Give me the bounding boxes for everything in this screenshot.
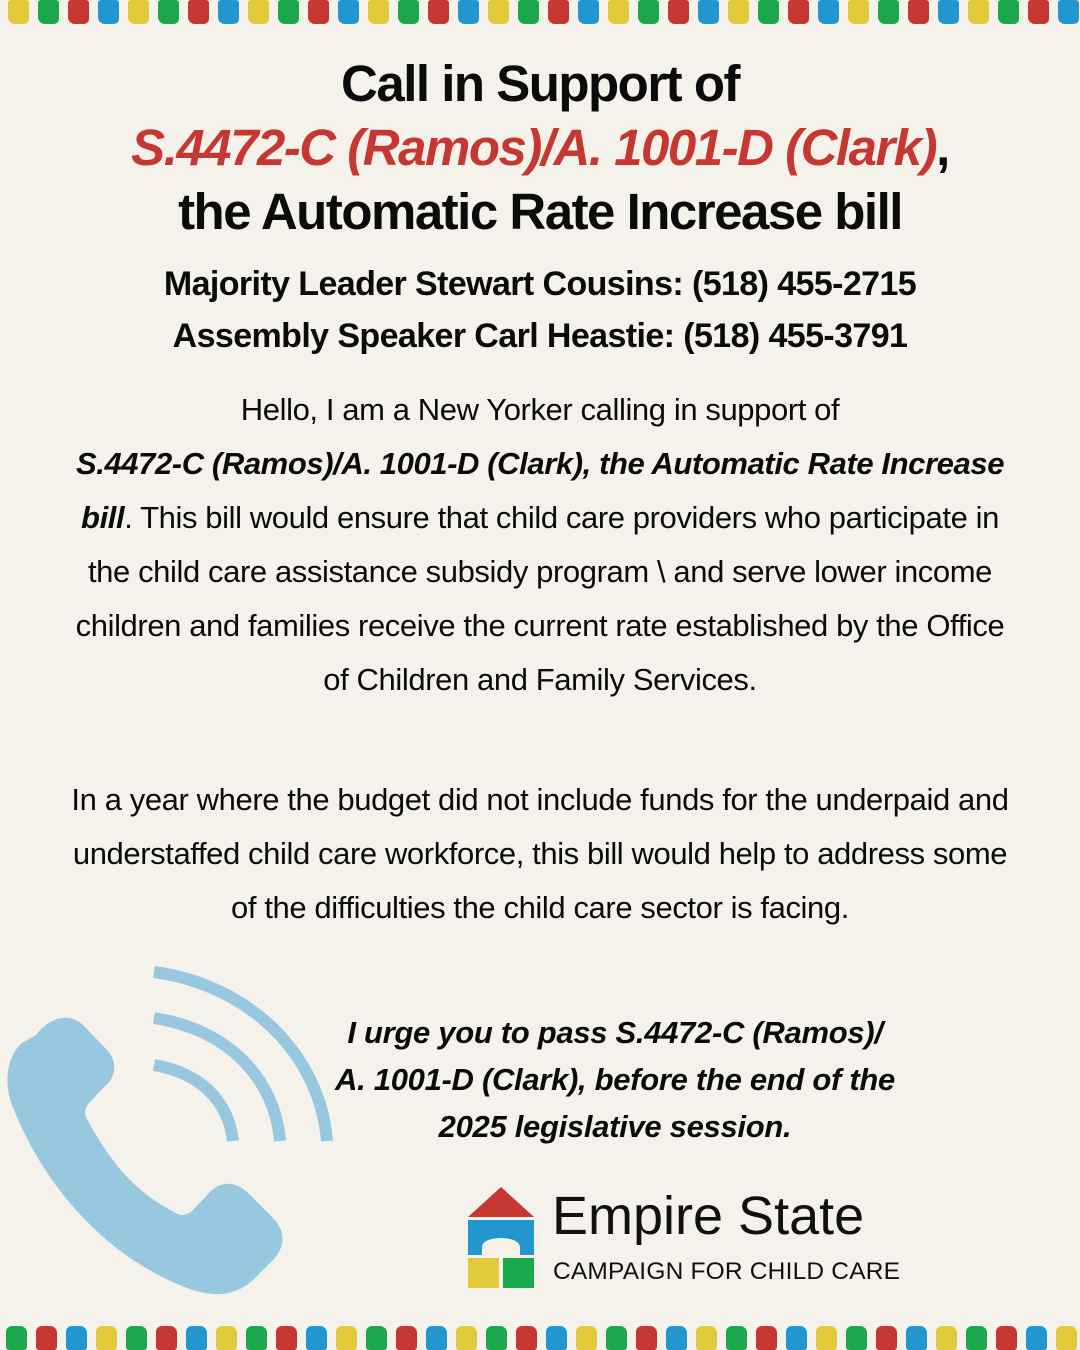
- border-tile-blue: [906, 1326, 927, 1350]
- building-blocks-house-logo-icon: [466, 1185, 536, 1290]
- logo-title: Empire State: [552, 1186, 865, 1246]
- border-tile-yellow: [816, 1326, 837, 1350]
- border-tile-green: [126, 1326, 147, 1350]
- bill-reference-comma: ,: [936, 119, 949, 176]
- border-tile-red: [908, 0, 929, 24]
- border-tile-red: [68, 0, 89, 24]
- contact-assembly-speaker: [0, 310, 1080, 362]
- border-tile-green: [6, 1326, 27, 1350]
- decorative-tile-border-bottom: [0, 1326, 1080, 1350]
- decorative-tile-border-top: [0, 0, 1080, 24]
- script-bill-emphasis: S.4472-C (Ramos)/A. 1001-D (Clark), the Automatic Rate Increase bill: [75, 446, 1005, 535]
- border-tile-blue: [938, 0, 959, 24]
- border-tile-red: [188, 0, 209, 24]
- border-tile-red: [156, 1326, 177, 1350]
- logo-yellow-block: [468, 1258, 499, 1288]
- border-tile-green: [998, 0, 1019, 24]
- border-tile-green: [638, 0, 659, 24]
- script-body: . This bill would ensure that child care providers who participate in the child care assistance subsidy program \ and serve lower income children and families receive the current rate established by the Office of Children and Family Services.: [75, 500, 1005, 697]
- logo-arch-block: [468, 1220, 534, 1255]
- border-tile-blue: [306, 1326, 327, 1350]
- border-tile-green: [878, 0, 899, 24]
- border-tile-blue: [458, 0, 479, 24]
- border-tile-green: [606, 1326, 627, 1350]
- border-tile-blue: [218, 0, 239, 24]
- border-tile-blue: [66, 1326, 87, 1350]
- border-tile-yellow: [576, 1326, 597, 1350]
- border-tile-yellow: [1056, 1326, 1077, 1350]
- border-tile-yellow: [728, 0, 749, 24]
- border-tile-red: [428, 0, 449, 24]
- border-tile-blue: [1026, 1326, 1047, 1350]
- border-tile-green: [726, 1326, 747, 1350]
- logo-subtitle: CAMPAIGN FOR CHILD CARE: [553, 1258, 901, 1285]
- closing-line-2: A. 1001-D (Clark), before the end of the: [335, 1062, 895, 1097]
- border-tile-blue: [786, 1326, 807, 1350]
- border-tile-red: [788, 0, 809, 24]
- border-tile-yellow: [608, 0, 629, 24]
- border-tile-green: [38, 0, 59, 24]
- contact-phone-number[interactable]: (518) 455-3791: [683, 317, 908, 355]
- border-tile-blue: [1058, 0, 1079, 24]
- border-tile-green: [366, 1326, 387, 1350]
- closing-line-1: I urge you to pass S.4472-C (Ramos)/: [347, 1015, 883, 1050]
- border-tile-yellow: [488, 0, 509, 24]
- border-tile-yellow: [696, 1326, 717, 1350]
- border-tile-red: [308, 0, 329, 24]
- headline-line-1: Call in Support of: [341, 55, 739, 112]
- closing-urge-statement: [260, 1009, 970, 1150]
- bill-reference-red: S.4472-C (Ramos)/A. 1001-D (Clark): [131, 119, 937, 176]
- logo-green-block: [503, 1258, 534, 1288]
- border-tile-blue: [186, 1326, 207, 1350]
- border-tile-red: [876, 1326, 897, 1350]
- border-tile-blue: [98, 0, 119, 24]
- border-tile-red: [996, 1326, 1017, 1350]
- border-tile-green: [518, 0, 539, 24]
- border-tile-red: [276, 1326, 297, 1350]
- border-tile-red: [516, 1326, 537, 1350]
- border-tile-yellow: [968, 0, 989, 24]
- border-tile-green: [846, 1326, 867, 1350]
- call-script-paragraph-2: In a year where the budget did not include funds for the underpaid and understaffed child care workforce, this bill would help to address some of the difficulties the child care sector is facing.: [71, 782, 1009, 925]
- logo-roof: [468, 1187, 534, 1217]
- border-tile-blue: [698, 0, 719, 24]
- contact-label: Majority Leader Stewart Cousins:: [163, 265, 684, 303]
- contact-phone-number[interactable]: (518) 455-2715: [692, 265, 917, 303]
- border-tile-green: [758, 0, 779, 24]
- border-tile-red: [668, 0, 689, 24]
- border-tile-blue: [426, 1326, 447, 1350]
- border-tile-yellow: [248, 0, 269, 24]
- border-tile-red: [36, 1326, 57, 1350]
- border-tile-red: [396, 1326, 417, 1350]
- border-tile-yellow: [936, 1326, 957, 1350]
- border-tile-green: [398, 0, 419, 24]
- contact-list: [0, 258, 1080, 362]
- contact-label: Assembly Speaker Carl Heastie:: [172, 317, 675, 355]
- border-tile-yellow: [336, 1326, 357, 1350]
- headline-bill-reference: [0, 116, 1080, 180]
- script-intro: Hello, I am a New Yorker calling in support of: [240, 392, 840, 427]
- border-tile-yellow: [456, 1326, 477, 1350]
- border-tile-yellow: [216, 1326, 237, 1350]
- border-tile-green: [246, 1326, 267, 1350]
- border-tile-red: [756, 1326, 777, 1350]
- border-tile-red: [548, 0, 569, 24]
- border-tile-blue: [818, 0, 839, 24]
- border-tile-green: [158, 0, 179, 24]
- border-tile-green: [278, 0, 299, 24]
- border-tile-green: [966, 1326, 987, 1350]
- border-tile-blue: [546, 1326, 567, 1350]
- signal-wave-inner: [154, 1065, 233, 1141]
- border-tile-blue: [338, 0, 359, 24]
- border-tile-blue: [578, 0, 599, 24]
- border-tile-yellow: [128, 0, 149, 24]
- border-tile-yellow: [96, 1326, 117, 1350]
- empire-state-campaign-logo: [466, 1185, 926, 1295]
- border-tile-blue: [666, 1326, 687, 1350]
- contact-majority-leader: [0, 258, 1080, 310]
- call-script-paragraph-1: [60, 383, 1020, 707]
- closing-line-3: 2025 legislative session.: [438, 1109, 792, 1144]
- border-tile-red: [1028, 0, 1049, 24]
- headline-line-3: the Automatic Rate Increase bill: [178, 183, 902, 240]
- border-tile-yellow: [368, 0, 389, 24]
- border-tile-yellow: [848, 0, 869, 24]
- border-tile-yellow: [8, 0, 29, 24]
- border-tile-red: [636, 1326, 657, 1350]
- border-tile-green: [486, 1326, 507, 1350]
